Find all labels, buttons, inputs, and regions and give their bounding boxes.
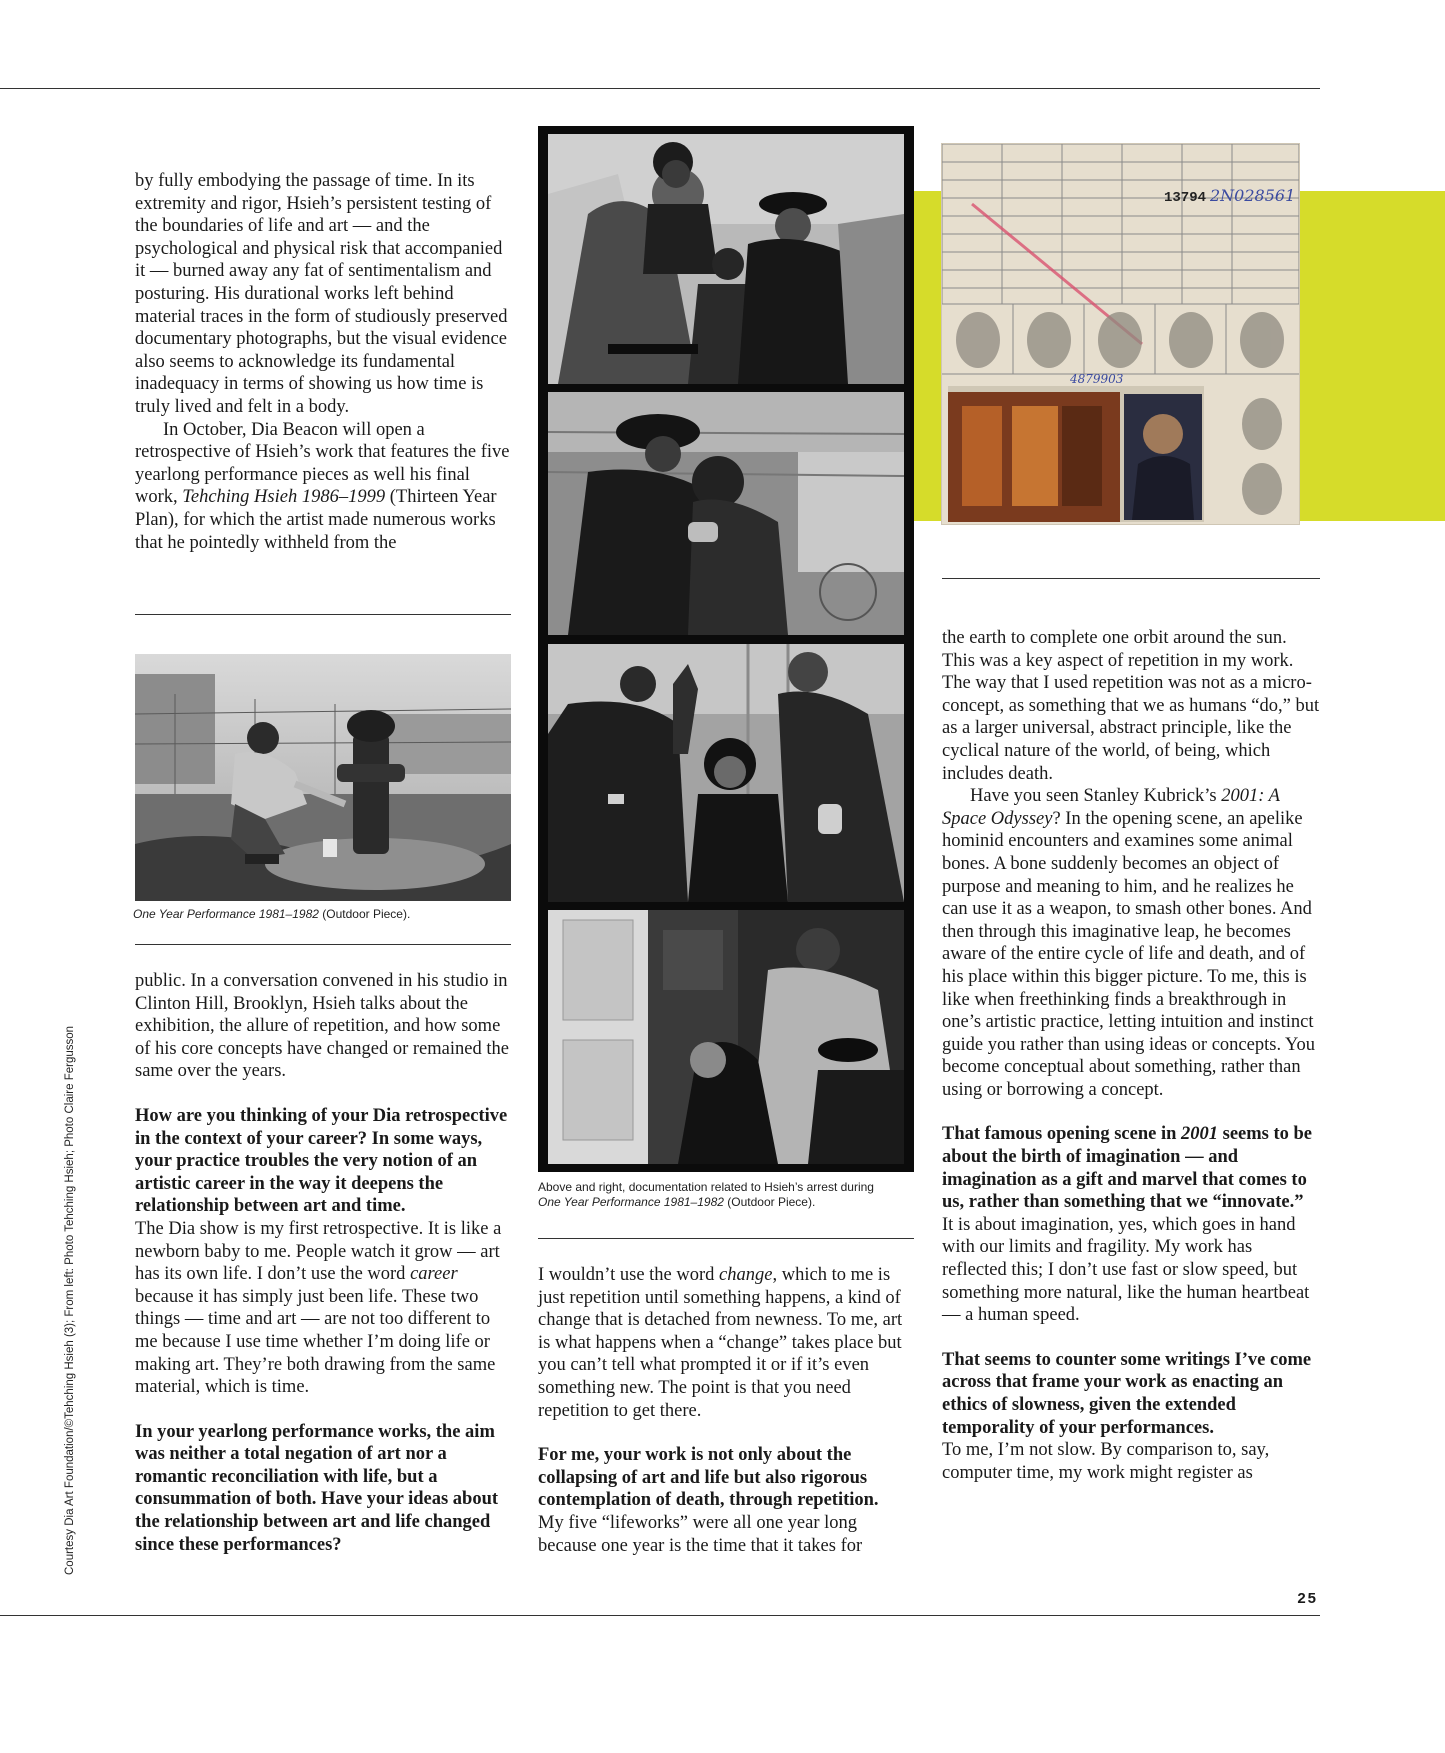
column-3-rule	[942, 578, 1320, 579]
photo-caption-left: One Year Performance 1981–1982 (Outdoor Piece).	[133, 907, 411, 921]
paragraph: by fully embodying the passage of time. In its extremity and rigor, Hsieh’s persistent testing of the boundaries of life and art — and the psychological and physical risk that accompanied it — burned away any fat of sentimentalism and posturing. His durational works left behind material traces in the form of studiously preserved documentary photographs, but the visual evidence also seems to acknowledge its fundamental inadequacy in terms of showing us how time is truly lived and felt in a body.	[135, 171, 508, 417]
card-handwritten-id: 2N028561	[1210, 186, 1296, 205]
column-2-text	[538, 1264, 914, 1557]
paragraph: In October, Dia Beacon will open a retrospective of Hsieh’s work that features the five yearlong performance pieces as well his final work, Tehching Hsieh 1986–1999 (Thirteen Year Plan), for which the artist made numerous works that he pointedly withheld from the	[135, 419, 510, 553]
column-1-top-text	[135, 170, 511, 554]
arrest-photo-4	[548, 910, 904, 1164]
caption-rule-left	[135, 944, 511, 945]
arrest-photo-filmstrip	[538, 126, 914, 1172]
interview-answer: the earth to complete one orbit around the sun. This was a key aspect of repetition in my work. The way that I used repetition was not as a micro-concept, as something that we as humans “do,” but as a larger universal, abstract principle, like the cyclical nature of the world, of being, which includes death.	[942, 628, 1320, 784]
interview-answer: My five “lifeworks” were all one year long because one year is the time that it takes for	[538, 1512, 863, 1556]
arrest-photo-3	[548, 644, 904, 902]
interview-question: For me, your work is not only about the collapsing of art and life but also rigorous contemplation of death, through repetition.	[538, 1445, 879, 1511]
outdoor-piece-photo	[135, 654, 511, 901]
interview-question: How are you thinking of your Dia retrospective in the context of your career? In some ways, your practice troubles the very notion of an artistic career in the way it deepens the relationship between art and time.	[135, 1105, 508, 1217]
arrest-record-card	[942, 144, 1299, 524]
caption-rule-middle	[538, 1238, 914, 1239]
arrest-photo-1	[548, 134, 904, 384]
top-page-rule	[0, 88, 1320, 89]
interview-answer: Have you seen Stanley Kubrick’s 2001: A Space Odyssey? In the opening scene, an apelike hominid encounters and examines some animal bones. A bone suddenly becomes an object of purpose and meaning to him, and he realizes he can use it as a weapon, to smash other bones. And then through this imaginative leap, he becomes aware of the entire cycle of life and death, and of his place within this bigger picture. To me, this is like when freethinking finds a breakthrough in one’s artistic practice, letting intuition and instinct guide you rather than using ideas or concepts. You become conceptual about something, rather than using or borrowing a concept.	[942, 786, 1316, 1100]
interview-answer: It is about imagination, yes, which goes in hand with our limits and fragility. My work has reflected this; I don’t use fast or slow speed, but something more natural, like the human heartbeat — a human speed.	[942, 1214, 1310, 1326]
photo-caption-middle: Above and right, documentation related to Hsieh’s arrest during One Year Performance 1981–1982 (Outdoor Piece).	[538, 1180, 874, 1209]
bottom-page-rule	[0, 1615, 1320, 1616]
interview-question: That seems to counter some writings I’ve come across that frame your work as enacting an ethics of slowness, given the extended temporality of your performances.	[942, 1349, 1312, 1438]
card-photo-number: 4879903	[1070, 372, 1124, 386]
interview-answer: To me, I’m not slow. By comparison to, say, computer time, my work might register as	[942, 1440, 1270, 1483]
photo-credit: Courtesy Dia Art Foundation/©Tehching Hsieh (3); From left: Photo Tehching Hsieh; Photo Claire Fergusson	[64, 1025, 76, 1575]
interview-answer: I wouldn’t use the word change, which to me is just repetition until something happens, a kind of change that is detached from newness. To me, art is what happens when a “change” takes place but you can’t tell what prompted it or if it’s even something new. The point is that you need repetition to get there.	[538, 1265, 903, 1421]
interview-answer: The Dia show is my first retrospective. It is like a newborn baby to me. People watch it grow — art has its own life. I don’t use the word career because it has simply just been life. These two things — time and art — are not too different to me because I use time whether I’m doing life or making art. They’re both drawing from the same material, which is time.	[135, 1218, 502, 1398]
column-3-text	[942, 627, 1320, 1484]
paragraph: public. In a conversation convened in his studio in Clinton Hill, Brooklyn, Hsieh talks about the exhibition, the allure of repetition, and how some of his core concepts have changed or remained the same over the years.	[135, 971, 509, 1082]
interview-question: In your yearlong performance works, the aim was neither a total negation of art nor a romantic reconciliation with life, but a consummation of both. Have your ideas about the relationship between art and life changed since these performances?	[135, 1421, 499, 1555]
page-number: 25	[1297, 1590, 1318, 1607]
column-1-rule	[135, 614, 511, 615]
card-number: 13794	[1164, 190, 1207, 206]
interview-question: That famous opening scene in 2001 seems to be about the birth of imagination — and imagination as a gift and marvel that comes to us, rather than something that we “innovate.”	[942, 1124, 1313, 1213]
arrest-photo-2	[548, 392, 904, 635]
column-1-bottom-text	[135, 970, 511, 1556]
